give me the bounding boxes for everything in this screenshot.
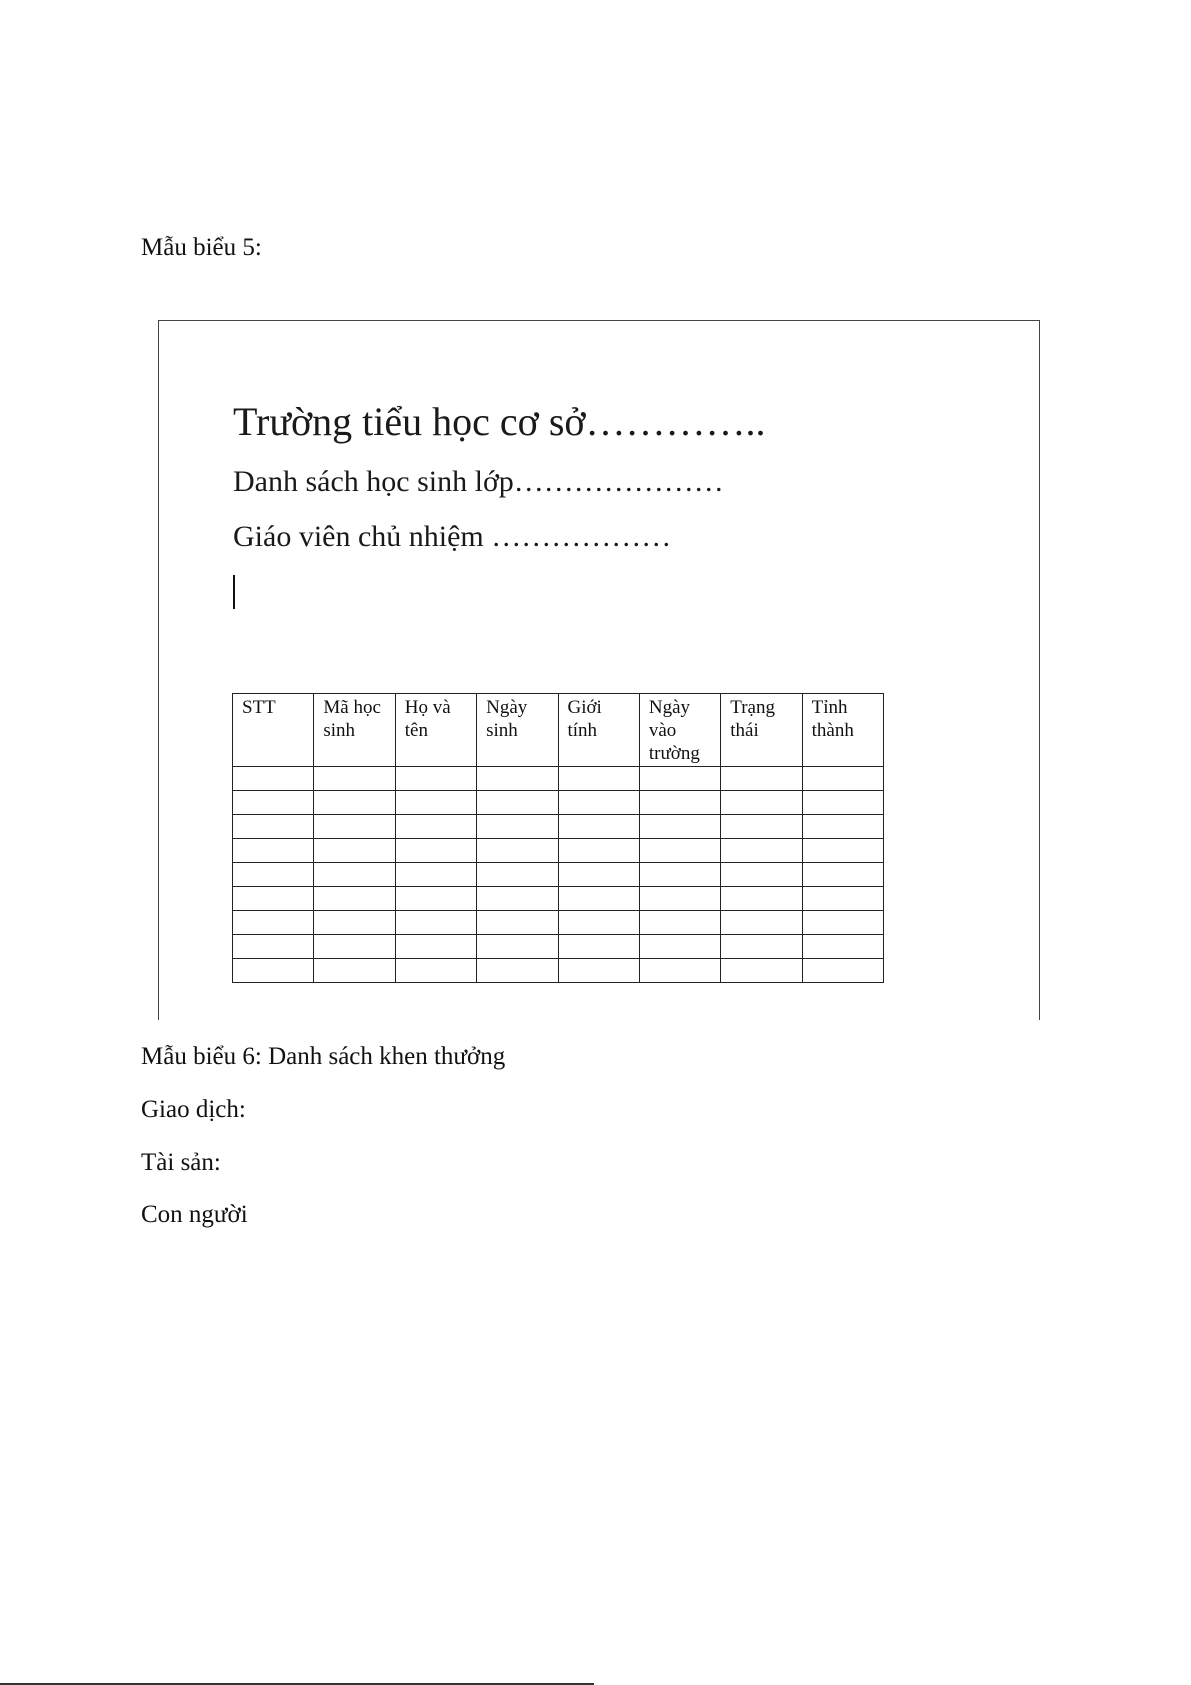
- student-roster-table: [232, 693, 884, 983]
- table-row: [233, 815, 884, 839]
- column-header-birth-date: Ngày sinh: [477, 694, 558, 767]
- footnote-separator-rule: [0, 1683, 594, 1685]
- table-cell: [314, 935, 395, 959]
- table-cell: [477, 791, 558, 815]
- table-cell: [639, 959, 720, 983]
- table-cell: [477, 767, 558, 791]
- table-cell: [802, 815, 883, 839]
- form-template-frame: [158, 320, 1040, 1020]
- table-cell: [558, 815, 639, 839]
- table-cell: [639, 935, 720, 959]
- table-cell: [721, 887, 802, 911]
- homeroom-teacher-line: Giáo viên chủ nhiệm ………………: [233, 520, 672, 553]
- table-cell: [639, 767, 720, 791]
- label-con-nguoi: Con người: [141, 1201, 248, 1228]
- heading-mau-bieu-5: Mẫu biểu 5:: [141, 234, 262, 261]
- table-cell: [233, 815, 314, 839]
- table-cell: [314, 863, 395, 887]
- table-row: [233, 839, 884, 863]
- table-cell: [395, 935, 476, 959]
- table-cell: [802, 839, 883, 863]
- table-row: [233, 935, 884, 959]
- table-cell: [395, 887, 476, 911]
- table-row: [233, 791, 884, 815]
- table-cell: [802, 767, 883, 791]
- table-cell: [558, 911, 639, 935]
- table-cell: [802, 791, 883, 815]
- table-cell: [233, 791, 314, 815]
- table-cell: [314, 911, 395, 935]
- column-header-stt: STT: [233, 694, 314, 767]
- column-header-province: Tỉnh thành: [802, 694, 883, 767]
- table-cell: [721, 815, 802, 839]
- table-cell: [314, 839, 395, 863]
- table-cell: [639, 863, 720, 887]
- column-header-status: Trạng thái: [721, 694, 802, 767]
- table-cell: [802, 911, 883, 935]
- column-header-full-name: Họ và tên: [395, 694, 476, 767]
- table-cell: [721, 863, 802, 887]
- table-cell: [639, 839, 720, 863]
- label-tai-san: Tài sản:: [141, 1149, 221, 1176]
- column-header-enrollment-date: Ngày vào trường: [639, 694, 720, 767]
- table-cell: [477, 839, 558, 863]
- table-cell: [395, 767, 476, 791]
- heading-mau-bieu-6: Mẫu biểu 6: Danh sách khen thưởng: [141, 1043, 506, 1070]
- table-cell: [802, 863, 883, 887]
- table-cell: [721, 839, 802, 863]
- table-cell: [721, 767, 802, 791]
- table-row: [233, 887, 884, 911]
- table-cell: [395, 911, 476, 935]
- table-cell: [558, 839, 639, 863]
- table-body: [233, 767, 884, 983]
- table-cell: [314, 815, 395, 839]
- table-cell: [721, 911, 802, 935]
- table-cell: [314, 767, 395, 791]
- table-cell: [721, 935, 802, 959]
- text-cursor: [233, 575, 235, 609]
- table-cell: [233, 911, 314, 935]
- table-cell: [395, 959, 476, 983]
- label-giao-dich: Giao dịch:: [141, 1096, 246, 1123]
- table-cell: [477, 959, 558, 983]
- table-row: [233, 911, 884, 935]
- table-cell: [233, 839, 314, 863]
- school-title-line: Trường tiểu học cơ sở…………..: [233, 399, 766, 444]
- table-cell: [558, 959, 639, 983]
- table-cell: [233, 863, 314, 887]
- table-row: [233, 959, 884, 983]
- table-cell: [395, 791, 476, 815]
- table-cell: [477, 935, 558, 959]
- table-cell: [395, 839, 476, 863]
- table-cell: [558, 791, 639, 815]
- table-cell: [802, 935, 883, 959]
- table-cell: [314, 791, 395, 815]
- table-cell: [477, 815, 558, 839]
- table-header-row: [233, 694, 884, 767]
- table-cell: [233, 887, 314, 911]
- table-row: [233, 863, 884, 887]
- class-list-line: Danh sách học sinh lớp…………………: [233, 465, 724, 498]
- table-cell: [477, 887, 558, 911]
- table-cell: [477, 911, 558, 935]
- table-cell: [639, 911, 720, 935]
- table-row: [233, 767, 884, 791]
- table-cell: [558, 887, 639, 911]
- table-cell: [233, 935, 314, 959]
- table-cell: [558, 863, 639, 887]
- table-cell: [477, 863, 558, 887]
- table-cell: [802, 959, 883, 983]
- table-cell: [233, 959, 314, 983]
- column-header-student-id: Mã học sinh: [314, 694, 395, 767]
- table-cell: [558, 935, 639, 959]
- table-cell: [395, 863, 476, 887]
- table-cell: [802, 887, 883, 911]
- table-cell: [233, 767, 314, 791]
- table-cell: [314, 887, 395, 911]
- table-cell: [558, 767, 639, 791]
- column-header-gender: Giới tính: [558, 694, 639, 767]
- table-cell: [639, 887, 720, 911]
- table-cell: [639, 815, 720, 839]
- table-cell: [395, 815, 476, 839]
- table-cell: [721, 959, 802, 983]
- table-cell: [314, 959, 395, 983]
- table-cell: [721, 791, 802, 815]
- table-cell: [639, 791, 720, 815]
